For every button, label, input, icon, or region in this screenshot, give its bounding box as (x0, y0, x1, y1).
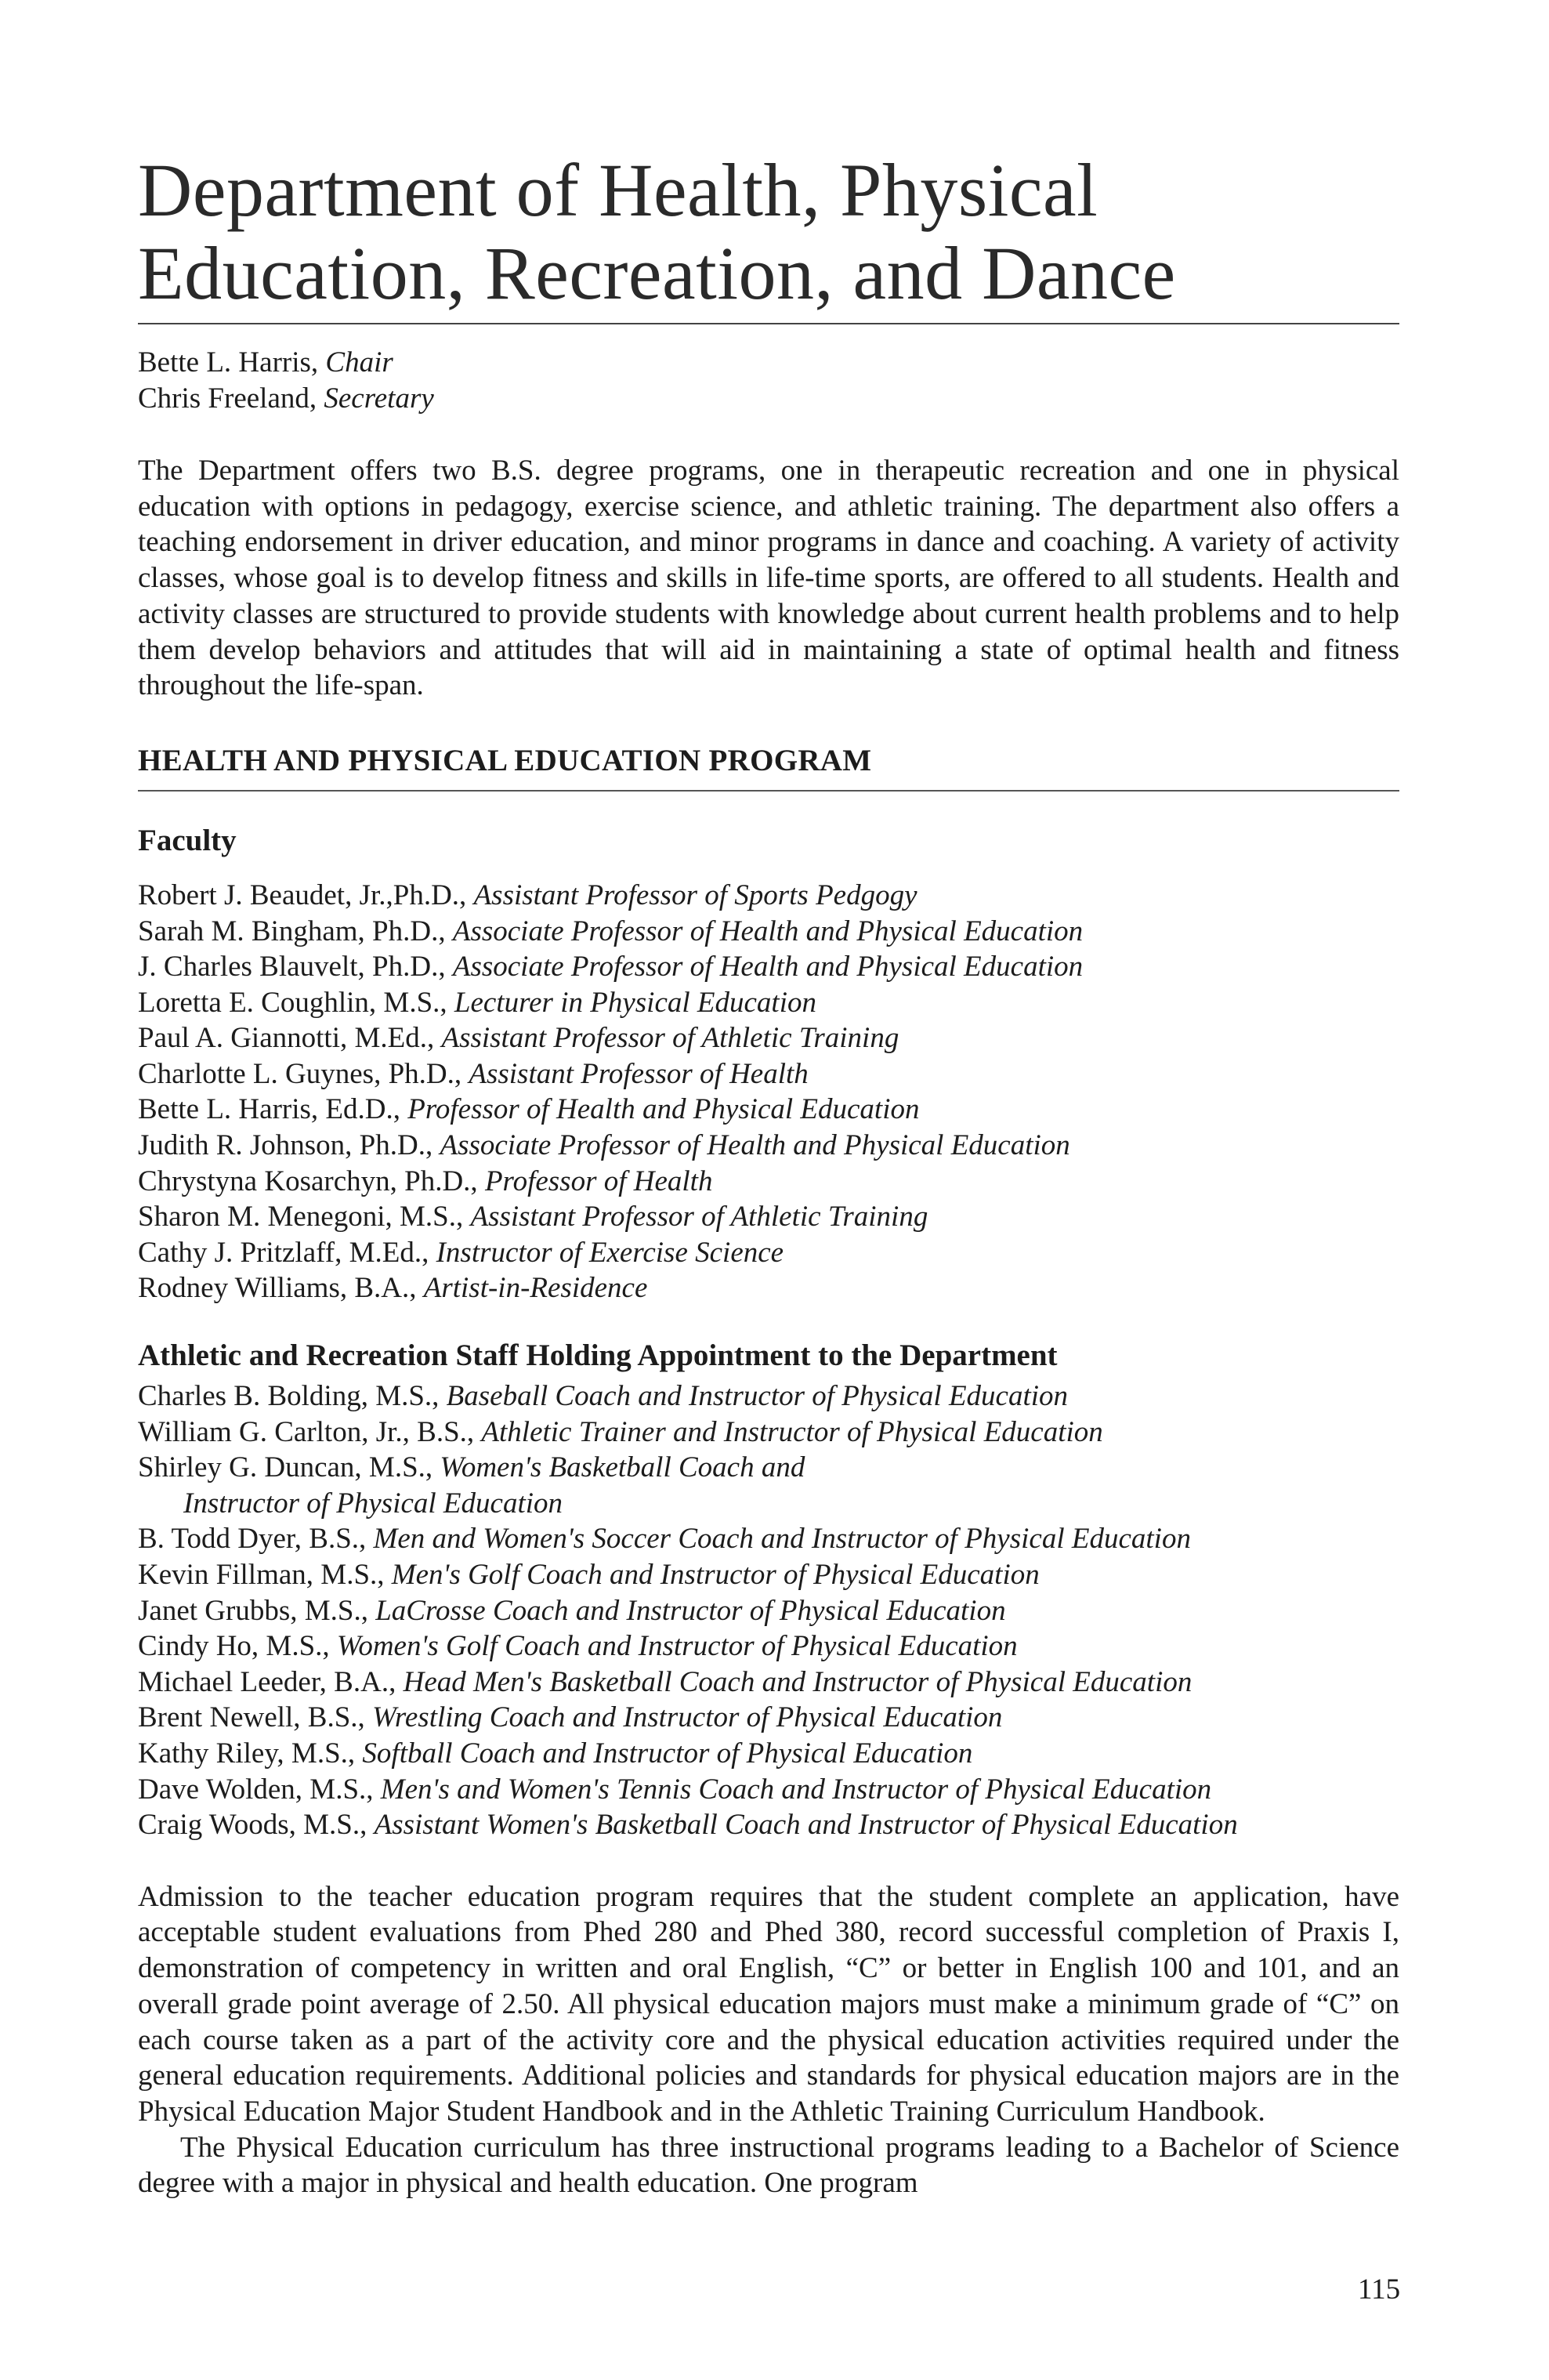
faculty-list (138, 878, 1399, 1306)
officer-role: Secretary (324, 382, 434, 415)
staff-title: Wrestling Coach and Instructor of Physical Education (372, 1701, 1003, 1734)
admission-paragraph: Admission to the teacher education program requires that the student complete an application, have acceptable student evaluations from Phed 280 and Phed 380, record successful completion of Praxis I, demonstration of competency in written and oral English, “C” or better in English 100 and 101, and an overall grade point average of 2.50. All physical education majors must make a minimum grade of “C” on each course taken as a part of the activity core and the physical education activities required under the general education requirements. Additional policies and standards for physical education majors are in the Physical Education Major Student Handbook and in the Athletic Training Curriculum Handbook. (138, 1880, 1399, 2128)
staff-title: LaCrosse Coach and Instructor of Physical Education (375, 1594, 1006, 1627)
title-rule (138, 323, 1399, 324)
faculty-entry (138, 914, 1399, 950)
page-number: 115 (1358, 2273, 1401, 2306)
faculty-entry (138, 1164, 1399, 1200)
staff-entry (138, 1557, 1399, 1593)
faculty-name: Loretta E. Coughlin, M.S., (138, 986, 454, 1019)
faculty-name: Bette L. Harris, Ed.D., (138, 1093, 408, 1126)
staff-name: Kathy Riley, M.S., (138, 1737, 363, 1770)
faculty-entry (138, 1270, 1399, 1306)
staff-name: Cindy Ho, M.S., (138, 1630, 337, 1663)
staff-title: Women's Golf Coach and Instructor of Physical Education (336, 1630, 1018, 1663)
staff-title: Assistant Women's Basketball Coach and Instructor of Physical Education (374, 1809, 1238, 1842)
faculty-name: Paul A. Giannotti, M.Ed., (138, 1022, 442, 1055)
faculty-entry (138, 1128, 1399, 1164)
program-heading: HEALTH AND PHYSICAL EDUCATION PROGRAM (138, 743, 872, 777)
faculty-entry (138, 878, 1399, 914)
staff-name: Shirley G. Duncan, M.S., (138, 1451, 440, 1484)
faculty-entry (138, 985, 1399, 1021)
staff-entry (138, 1628, 1399, 1665)
staff-name: William G. Carlton, Jr., B.S., (138, 1415, 482, 1448)
department-title-line-2: Education, Recreation, and Dance (138, 231, 1176, 315)
faculty-entry (138, 1020, 1399, 1056)
staff-name: Kevin Fillman, M.S., (138, 1559, 392, 1592)
staff-name: Janet Grubbs, M.S., (138, 1594, 376, 1627)
faculty-title: Associate Professor of Health and Physical Education (452, 915, 1084, 947)
staff-title: Women's Basketball Coach and (440, 1451, 805, 1484)
staff-title: Softball Coach and Instructor of Physical Education (362, 1737, 973, 1770)
staff-entry (138, 1593, 1399, 1629)
staff-name: Craig Woods, M.S., (138, 1809, 375, 1842)
officer-secretary (138, 381, 1399, 417)
faculty-title: Professor of Health (484, 1165, 713, 1197)
staff-name: Charles B. Bolding, M.S., (138, 1380, 447, 1413)
faculty-title: Associate Professor of Health and Physical Education (440, 1129, 1070, 1162)
staff-entry (138, 1521, 1399, 1557)
staff-entry (138, 1665, 1399, 1701)
officer-name: Chris Freeland, (138, 382, 324, 415)
staff-entry (138, 1700, 1399, 1736)
faculty-title: Assistant Professor of Athletic Training (441, 1022, 899, 1055)
faculty-title: Professor of Health and Physical Education (407, 1093, 920, 1126)
faculty-name: Cathy J. Pritzlaff, M.Ed., (138, 1236, 436, 1269)
officer-role: Chair (325, 346, 393, 379)
department-officers (138, 345, 1399, 417)
faculty-title: Associate Professor of Health and Physical Education (452, 951, 1084, 984)
staff-name: Michael Leeder, B.A., (138, 1665, 404, 1698)
staff-entry (138, 1450, 1399, 1486)
curriculum-paragraph: The Physical Education curriculum has three instructional programs leading to a Bachelor of Science degree with a major in physical and health education. One program (138, 2131, 1399, 2200)
staff-list (138, 1378, 1399, 1843)
faculty-entry (138, 1056, 1399, 1092)
officer-chair (138, 345, 1399, 381)
faculty-title: Assistant Professor of Sports Pedgogy (473, 878, 917, 911)
officer-name: Bette L. Harris, (138, 346, 326, 379)
faculty-entry (138, 1199, 1399, 1235)
faculty-entry (138, 1235, 1399, 1271)
staff-entry (138, 1807, 1399, 1843)
faculty-entry (138, 949, 1399, 985)
staff-name: Dave Wolden, M.S., (138, 1773, 381, 1806)
staff-title: Baseball Coach and Instructor of Physical Education (446, 1380, 1069, 1413)
faculty-name: Robert J. Beaudet, Jr.,Ph.D., (138, 878, 474, 911)
intro-paragraph: The Department offers two B.S. degree programs, one in therapeutic recreation and one in physical education with options in pedagogy, exercise science, and athletic training. The department also offers a teaching endorsement in driver education, and minor programs in dance and coaching. A variety of activity classes, whose goal is to develop fitness and skills in life-time sports, are offered to all students. Health and activity classes are structured to provide students with knowledge about current health problems and to help them develop behaviors and attitudes that will aid in maintaining a state of optimal health and fitness throughout the life-span. (138, 455, 1399, 702)
staff-name: B. Todd Dyer, B.S., (138, 1523, 374, 1556)
faculty-name: Sarah M. Bingham, Ph.D., (138, 915, 453, 947)
staff-heading: Athletic and Recreation Staff Holding Appointment to the Department (138, 1339, 1058, 1373)
faculty-name: Chrystyna Kosarchyn, Ph.D., (138, 1165, 485, 1197)
faculty-heading: Faculty (138, 823, 237, 857)
staff-title-continuation (138, 1486, 1399, 1522)
page (138, 149, 1399, 2201)
department-title-line-1: Department of Health, Physical (138, 148, 1098, 232)
staff-name: Brent Newell, B.S., (138, 1701, 373, 1734)
faculty-title: Assistant Professor of Athletic Training (470, 1201, 928, 1233)
staff-title: Men's Golf Coach and Instructor of Physical Education (391, 1559, 1040, 1592)
staff-title: Instructor of Physical Education (183, 1487, 563, 1520)
faculty-name: J. Charles Blauvelt, Ph.D., (138, 951, 453, 984)
faculty-title: Assistant Professor of Health (469, 1057, 809, 1090)
staff-title: Men and Women's Soccer Coach and Instructor of Physical Education (373, 1523, 1191, 1556)
staff-entry (138, 1378, 1399, 1415)
faculty-name: Charlotte L. Guynes, Ph.D., (138, 1057, 469, 1090)
department-title (138, 149, 1399, 315)
section-rule (138, 790, 1399, 792)
staff-entry (138, 1736, 1399, 1772)
staff-title: Athletic Trainer and Instructor of Physical Education (481, 1415, 1103, 1448)
admission-text (138, 1879, 1399, 2201)
staff-title: Head Men's Basketball Coach and Instructor of Physical Education (403, 1665, 1193, 1698)
faculty-title: Artist-in-Residence (423, 1272, 648, 1305)
staff-entry (138, 1772, 1399, 1808)
staff-title: Men's and Women's Tennis Coach and Instructor of Physical Education (380, 1773, 1212, 1806)
staff-entry (138, 1415, 1399, 1451)
faculty-title: Instructor of Exercise Science (436, 1236, 784, 1269)
faculty-title: Lecturer in Physical Education (454, 986, 816, 1019)
faculty-entry (138, 1092, 1399, 1128)
faculty-name: Sharon M. Menegoni, M.S., (138, 1201, 471, 1233)
faculty-name: Rodney Williams, B.A., (138, 1272, 424, 1305)
faculty-name: Judith R. Johnson, Ph.D., (138, 1129, 440, 1162)
